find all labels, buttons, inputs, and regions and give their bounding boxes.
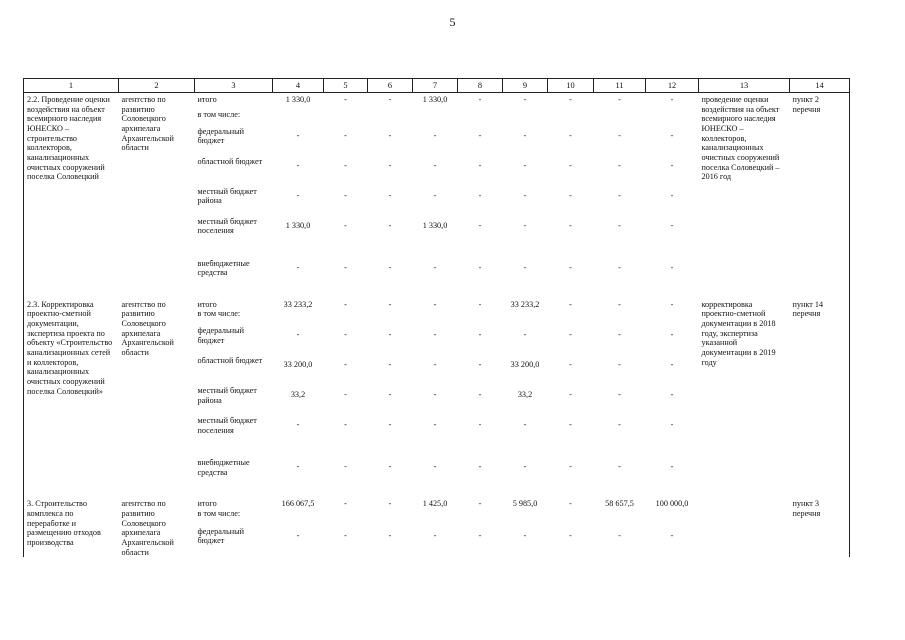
amount-cell bbox=[548, 309, 594, 326]
amount-cell: - bbox=[569, 390, 572, 400]
amount-cell: - bbox=[296, 330, 300, 340]
amount-cell: 33,2 bbox=[517, 390, 533, 400]
amount-cell: - bbox=[618, 330, 621, 340]
amount-cell: - bbox=[569, 420, 572, 430]
amount-cell bbox=[273, 110, 324, 127]
amount-cell: - bbox=[344, 330, 347, 340]
amount-cell bbox=[368, 509, 413, 526]
amount-cell bbox=[503, 309, 548, 326]
amount-cell: 1 330,0 bbox=[422, 95, 448, 104]
amount-cell: 1 330,0 bbox=[422, 220, 448, 230]
amount-cell: - bbox=[569, 499, 572, 509]
amount-cell: - bbox=[569, 360, 572, 370]
header-cell: 8 bbox=[458, 79, 503, 93]
header-cell: 3 bbox=[195, 79, 273, 93]
amount-cell: - bbox=[388, 420, 392, 430]
amount-cell bbox=[503, 509, 548, 526]
amount-cell: - bbox=[344, 130, 347, 140]
amount-cell: - bbox=[478, 530, 482, 540]
amount-cell bbox=[548, 509, 594, 526]
amount-cell: - bbox=[478, 262, 482, 272]
amount-cell: - bbox=[569, 220, 572, 230]
amount-cell: 100 000,0 bbox=[655, 499, 689, 509]
header-row bbox=[24, 79, 850, 93]
responsible-agency: агентство по развитию Соловецкого архипелага Архангельской области bbox=[121, 95, 174, 153]
funding-source-label: итого bbox=[197, 95, 217, 104]
amount-cell: - bbox=[523, 130, 527, 140]
list-reference: пункт 14 перечня bbox=[792, 299, 824, 319]
amount-cell: - bbox=[388, 462, 392, 472]
table-row bbox=[24, 93, 850, 110]
amount-cell: - bbox=[433, 190, 437, 200]
amount-cell: - bbox=[523, 190, 527, 200]
amount-cell: - bbox=[569, 190, 572, 200]
funding-source-label: внебюджетные средства bbox=[197, 458, 250, 477]
amount-cell: - bbox=[618, 530, 621, 540]
amount-cell: - bbox=[523, 420, 527, 430]
amount-cell: - bbox=[618, 462, 621, 472]
amount-cell: 1 330,0 bbox=[285, 95, 311, 104]
amount-cell bbox=[458, 110, 503, 127]
amount-cell: - bbox=[569, 530, 572, 540]
amount-cell: 33,2 bbox=[290, 390, 306, 400]
amount-cell: - bbox=[569, 462, 572, 472]
amount-cell: - bbox=[478, 220, 482, 230]
funding-source-label: областной бюджет bbox=[197, 156, 263, 166]
expected-result bbox=[699, 489, 790, 557]
amount-cell: - bbox=[344, 499, 347, 509]
program-table bbox=[23, 78, 850, 557]
amount-cell: - bbox=[569, 130, 572, 140]
amount-cell: - bbox=[344, 390, 347, 400]
amount-cell: - bbox=[618, 262, 621, 272]
amount-cell bbox=[413, 110, 458, 127]
amount-cell: - bbox=[618, 360, 621, 370]
amount-cell: - bbox=[388, 130, 392, 140]
amount-cell: - bbox=[670, 220, 674, 230]
amount-cell: - bbox=[478, 360, 482, 370]
amount-cell: - bbox=[523, 220, 527, 230]
header-cell: 14 bbox=[790, 79, 850, 93]
amount-cell: - bbox=[344, 160, 347, 170]
amount-cell: - bbox=[618, 220, 621, 230]
amount-cell: - bbox=[344, 220, 347, 230]
amount-cell: - bbox=[670, 130, 674, 140]
amount-cell: - bbox=[670, 95, 674, 104]
amount-cell: 1 425,0 bbox=[422, 499, 448, 509]
responsible-agency: агентство по развитию Соловецкого архипелага Архангельской области bbox=[121, 299, 174, 357]
amount-cell: - bbox=[433, 530, 437, 540]
amount-cell: - bbox=[670, 462, 674, 472]
funding-source-label: итого bbox=[197, 299, 217, 309]
amount-cell: - bbox=[618, 390, 621, 400]
funding-source-label: в том числе: bbox=[197, 309, 241, 319]
amount-cell: - bbox=[523, 95, 527, 104]
amount-cell: - bbox=[478, 420, 482, 430]
amount-cell: - bbox=[478, 330, 482, 340]
amount-cell: - bbox=[618, 190, 621, 200]
amount-cell: 33 233,2 bbox=[510, 299, 540, 309]
amount-cell: 33 200,0 bbox=[510, 360, 540, 370]
header-cell: 13 bbox=[699, 79, 790, 93]
expected-result: проведение оценки воздействия на объект всемирного наследия ЮНЕСКО – коллекторов, канализационных очистных сооружений поселка Соловецкий – 2016 год bbox=[701, 95, 780, 182]
funding-source-label: внебюджетные средства bbox=[197, 258, 250, 278]
amount-cell: 1 330,0 bbox=[285, 220, 311, 230]
amount-cell bbox=[273, 509, 324, 526]
amount-cell bbox=[548, 110, 594, 127]
amount-cell: 33 200,0 bbox=[283, 360, 313, 370]
amount-cell: 33 233,2 bbox=[283, 299, 313, 309]
activity-name: 3. Строительство комплекса по переработке и размещению отходов производства bbox=[27, 499, 101, 547]
amount-cell: - bbox=[478, 130, 482, 140]
funding-source-label: в том числе: bbox=[197, 109, 241, 119]
amount-cell: - bbox=[433, 130, 437, 140]
header-cell: 9 bbox=[503, 79, 548, 93]
amount-cell: - bbox=[344, 190, 347, 200]
amount-cell bbox=[413, 509, 458, 526]
amount-cell: - bbox=[569, 160, 572, 170]
header-cell: 2 bbox=[119, 79, 195, 93]
amount-cell: - bbox=[670, 360, 674, 370]
amount-cell: - bbox=[523, 330, 527, 340]
header-cell: 4 bbox=[273, 79, 324, 93]
amount-cell bbox=[324, 509, 368, 526]
amount-cell: - bbox=[569, 95, 572, 104]
amount-cell: - bbox=[478, 499, 482, 509]
amount-cell: - bbox=[433, 262, 437, 272]
amount-cell: - bbox=[344, 299, 347, 309]
amount-cell: - bbox=[478, 190, 482, 200]
activity-name: 2.3. Корректировка проектно-сметной документации, экспертиза проекта по объекту «Строительство канализационных сетей и коллекторов, канализационных очистных сооружений поселка Соловецкий» bbox=[27, 299, 113, 396]
amount-cell: - bbox=[388, 160, 392, 170]
activity-name: 2.2. Проведение оценки воздействия на объект всемирного наследия ЮНЕСКО – строительство коллекторов, канализационных очистных сооружений поселка Соловецкий bbox=[27, 95, 110, 182]
amount-cell bbox=[646, 509, 699, 526]
amount-cell: - bbox=[478, 95, 482, 104]
table-body bbox=[24, 93, 850, 558]
table-row bbox=[24, 489, 850, 509]
amount-cell: - bbox=[388, 330, 392, 340]
amount-cell: - bbox=[296, 462, 300, 472]
amount-cell: - bbox=[569, 262, 572, 272]
amount-cell: - bbox=[618, 160, 621, 170]
funding-source-label: местный бюджет района bbox=[197, 386, 257, 405]
amount-cell: - bbox=[388, 530, 392, 540]
amount-cell: - bbox=[344, 360, 347, 370]
page-number: 5 bbox=[449, 15, 456, 29]
header-cell: 11 bbox=[594, 79, 646, 93]
amount-cell: - bbox=[618, 95, 621, 104]
amount-cell: - bbox=[523, 262, 527, 272]
amount-cell: - bbox=[344, 262, 347, 272]
funding-source-label: федеральный бюджет bbox=[197, 126, 245, 146]
amount-cell: - bbox=[670, 390, 674, 400]
amount-cell: - bbox=[670, 190, 674, 200]
amount-cell bbox=[646, 309, 699, 326]
amount-cell: - bbox=[433, 360, 437, 370]
amount-cell bbox=[458, 309, 503, 326]
funding-source-label: местный бюджет района bbox=[197, 186, 257, 206]
amount-cell: - bbox=[433, 462, 437, 472]
amount-cell: - bbox=[433, 420, 437, 430]
amount-cell: - bbox=[670, 262, 674, 272]
amount-cell: - bbox=[296, 262, 300, 272]
table-row bbox=[24, 290, 850, 310]
funding-source-label: федеральный бюджет bbox=[197, 326, 245, 345]
amount-cell: - bbox=[478, 390, 482, 400]
amount-cell: - bbox=[478, 160, 482, 170]
amount-cell: - bbox=[478, 462, 482, 472]
funding-source-label: в том числе: bbox=[197, 509, 241, 519]
amount-cell: - bbox=[670, 330, 674, 340]
header-cell: 7 bbox=[413, 79, 458, 93]
amount-cell bbox=[646, 110, 699, 127]
amount-cell: - bbox=[388, 220, 392, 230]
amount-cell bbox=[413, 309, 458, 326]
amount-cell bbox=[594, 309, 646, 326]
amount-cell: - bbox=[433, 160, 437, 170]
funding-source-label: федеральный бюджет bbox=[197, 526, 245, 546]
amount-cell bbox=[368, 110, 413, 127]
amount-cell: - bbox=[523, 462, 527, 472]
amount-cell: 5 985,0 bbox=[512, 499, 538, 509]
amount-cell: - bbox=[670, 299, 674, 309]
header-cell: 10 bbox=[548, 79, 594, 93]
header-cell: 12 bbox=[646, 79, 699, 93]
funding-source-label: местный бюджет поселения bbox=[197, 416, 257, 435]
amount-cell bbox=[368, 309, 413, 326]
amount-cell bbox=[324, 110, 368, 127]
amount-cell: - bbox=[388, 499, 392, 509]
amount-cell: 166 067,5 bbox=[281, 499, 315, 509]
list-reference: пункт 2 перечня bbox=[792, 95, 821, 114]
amount-cell: - bbox=[344, 530, 347, 540]
responsible-agency: агентство по развитию Соловецкого архипелага Архангельской области bbox=[121, 499, 174, 557]
amount-cell: - bbox=[344, 420, 347, 430]
amount-cell: - bbox=[296, 160, 300, 170]
amount-cell: - bbox=[296, 130, 300, 140]
amount-cell bbox=[503, 110, 548, 127]
amount-cell bbox=[594, 509, 646, 526]
header-cell: 1 bbox=[24, 79, 119, 93]
amount-cell: - bbox=[388, 95, 392, 104]
header-cell: 5 bbox=[324, 79, 368, 93]
amount-cell: - bbox=[478, 299, 482, 309]
amount-cell: - bbox=[388, 360, 392, 370]
amount-cell: - bbox=[433, 390, 437, 400]
amount-cell: - bbox=[618, 130, 621, 140]
amount-cell: - bbox=[388, 262, 392, 272]
header-cell: 6 bbox=[368, 79, 413, 93]
amount-cell: - bbox=[618, 420, 621, 430]
list-reference: пункт 3 перечня bbox=[792, 499, 821, 518]
funding-source-label: итого bbox=[197, 499, 217, 509]
amount-cell bbox=[458, 509, 503, 526]
amount-cell: - bbox=[569, 299, 572, 309]
amount-cell: - bbox=[433, 330, 437, 340]
amount-cell: - bbox=[388, 190, 392, 200]
amount-cell: - bbox=[523, 530, 527, 540]
amount-cell: - bbox=[670, 420, 674, 430]
amount-cell: - bbox=[296, 420, 300, 430]
amount-cell: - bbox=[569, 330, 572, 340]
funding-source-label: местный бюджет поселения bbox=[197, 216, 257, 236]
amount-cell: - bbox=[523, 160, 527, 170]
amount-cell: - bbox=[388, 390, 392, 400]
amount-cell: - bbox=[296, 190, 300, 200]
amount-cell bbox=[273, 309, 324, 326]
amount-cell: - bbox=[388, 299, 392, 309]
funding-source-label: областной бюджет bbox=[197, 356, 263, 366]
amount-cell bbox=[324, 309, 368, 326]
amount-cell: - bbox=[670, 160, 674, 170]
amount-cell: - bbox=[344, 462, 347, 472]
amount-cell: - bbox=[433, 299, 437, 309]
amount-cell: 58 657,5 bbox=[605, 499, 634, 509]
amount-cell: - bbox=[618, 299, 621, 309]
amount-cell bbox=[594, 110, 646, 127]
expected-result: корректировка проектно-сметной документации в 2018 году, экспертиза указанной документации в 2019 году bbox=[701, 299, 776, 367]
amount-cell: - bbox=[670, 530, 674, 540]
amount-cell: - bbox=[344, 95, 347, 104]
amount-cell: - bbox=[296, 530, 300, 540]
